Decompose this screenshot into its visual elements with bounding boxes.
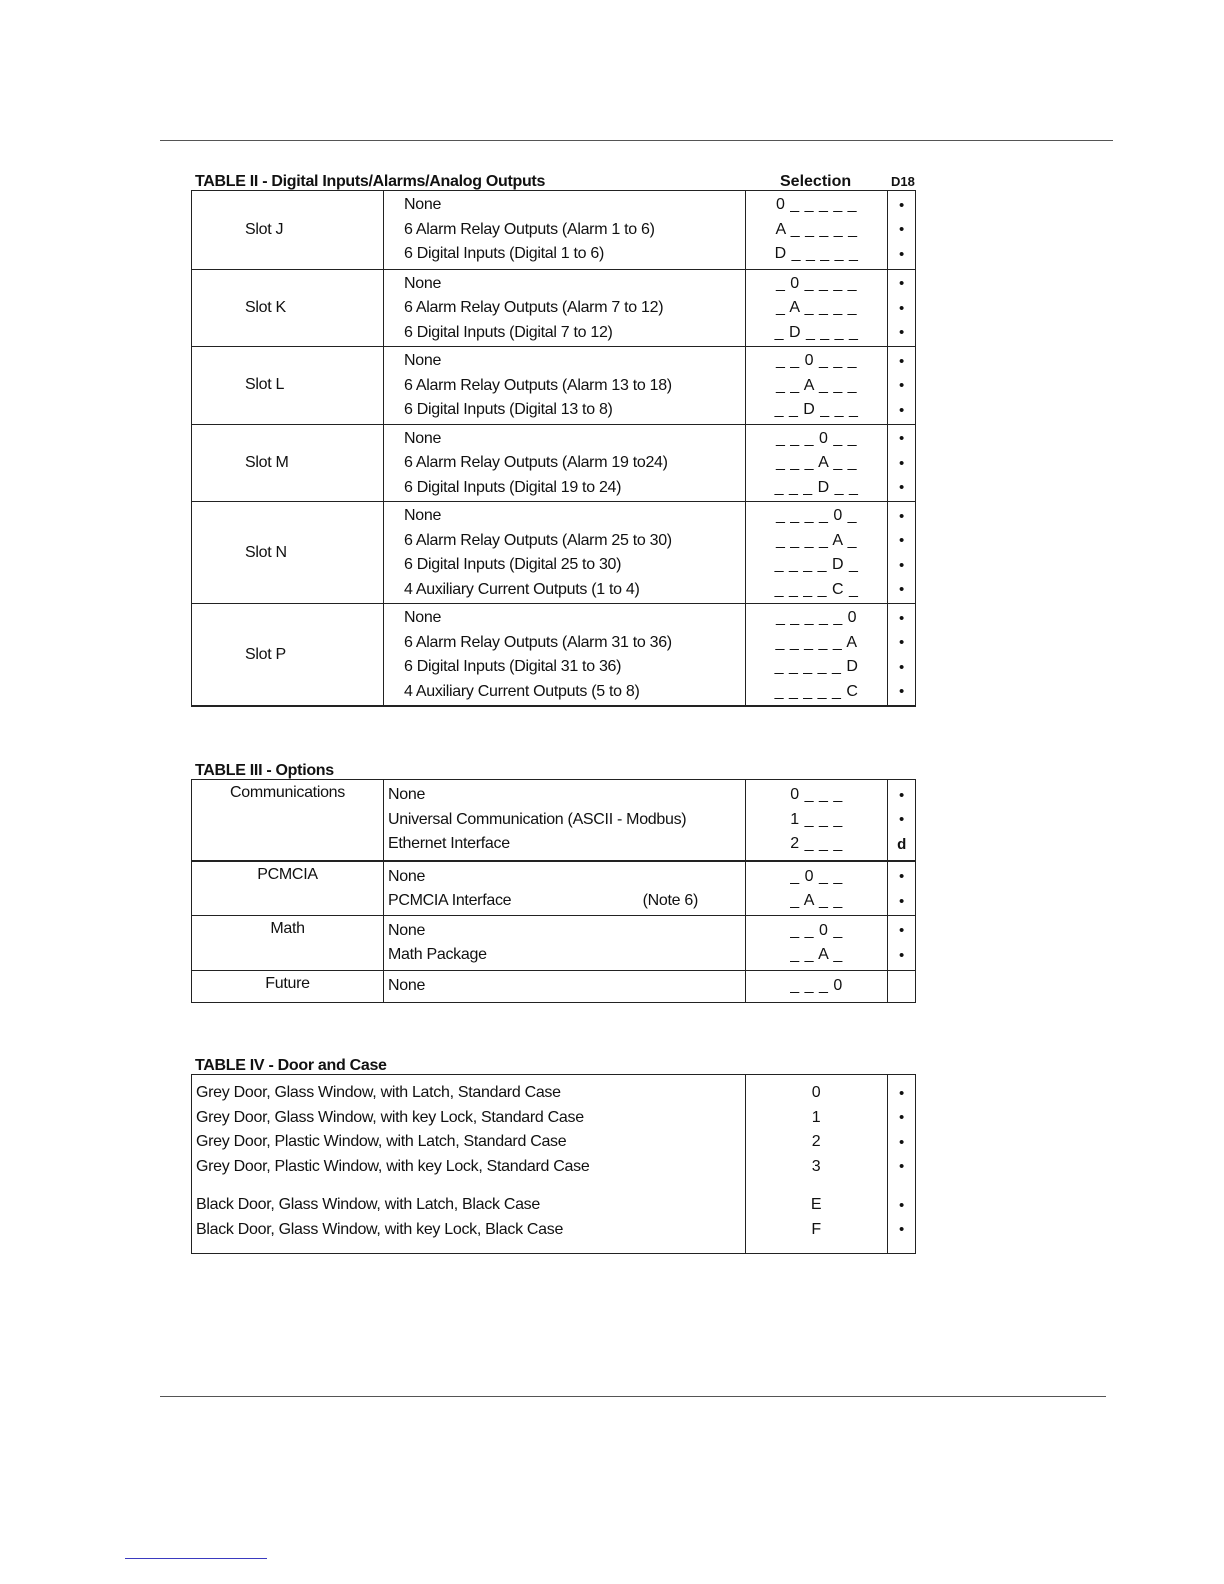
option-description: 6 Alarm Relay Outputs (Alarm 1 to 6)	[404, 220, 655, 238]
selection-code: _ A _ _ _ _	[775, 299, 858, 317]
availability-mark: •	[899, 892, 904, 910]
option-group-name: PCMCIA	[257, 865, 318, 883]
option-description: None	[404, 352, 442, 370]
selection-cell	[746, 425, 888, 502]
availability-cell	[888, 191, 915, 269]
slot-label: Slot M	[245, 453, 289, 471]
selection-cell	[746, 502, 888, 603]
description-cell	[384, 347, 746, 424]
slot-label: Slot J	[245, 220, 284, 238]
description-cell	[384, 191, 746, 269]
slot-group	[192, 269, 915, 347]
availability-cell	[888, 780, 915, 860]
option-description: 6 Digital Inputs (Digital 19 to 24)	[404, 478, 622, 496]
description-cell	[384, 971, 746, 1002]
option-group-name-cell	[192, 916, 384, 970]
selection-code: 0 _ _ _ _ _	[775, 196, 858, 214]
description-cell	[384, 270, 746, 347]
selection-code: 0 _ _ _	[790, 786, 843, 804]
availability-mark: •	[899, 1133, 904, 1151]
availability-mark: •	[899, 245, 904, 263]
option-description: None	[388, 976, 426, 994]
selection-code: _ _ _ _ _ C	[774, 682, 859, 700]
selection-code: _ _ _ 0	[790, 976, 843, 994]
slot-cell	[192, 347, 384, 424]
selection-code: D _ _ _ _ _	[774, 245, 859, 263]
availability-mark: •	[899, 658, 904, 676]
option-description: 6 Alarm Relay Outputs (Alarm 13 to 18)	[404, 376, 672, 394]
slot-label: Slot N	[245, 543, 287, 561]
option-description: 6 Digital Inputs (Digital 1 to 6)	[404, 245, 604, 263]
selection-cell	[746, 270, 888, 347]
availability-mark: •	[899, 507, 904, 525]
availability-cell	[888, 862, 915, 915]
option-description: 6 Digital Inputs (Digital 25 to 30)	[404, 556, 622, 574]
availability-mark: •	[899, 430, 904, 448]
availability-mark: •	[899, 532, 904, 550]
availability-mark: •	[899, 1221, 904, 1239]
option-description: 6 Alarm Relay Outputs (Alarm 19 to24)	[404, 454, 668, 472]
header-rule	[160, 140, 1113, 141]
selection-code: _ _ _ _ 0 _	[775, 507, 858, 525]
selection-code: _ _ _ _ D _	[774, 556, 859, 574]
availability-mark	[888, 974, 915, 999]
door-case-body	[192, 1075, 915, 1253]
table2-title: TABLE II - Digital Inputs/Alarms/Analog Outputs	[195, 173, 546, 190]
availability-mark: •	[899, 324, 904, 342]
selection-cell	[746, 191, 888, 269]
selection-code: _ _ _ D _ _	[774, 478, 859, 496]
availability-cell	[888, 1075, 915, 1253]
option-description: None	[404, 429, 442, 447]
availability-mark: •	[899, 221, 904, 239]
selection-code: _ _ _ _ A _	[775, 531, 858, 549]
option-description: Universal Communication (ASCII - Modbus)	[388, 810, 687, 828]
option-group-name-cell	[192, 862, 384, 915]
availability-mark: •	[899, 479, 904, 497]
option-description: None	[388, 867, 426, 885]
option-group-name: Future	[265, 974, 310, 992]
selection-cell	[746, 1075, 888, 1253]
option-description-text: PCMCIA Interface	[388, 892, 512, 910]
selection-code: 1	[811, 1108, 822, 1126]
table3-title: TABLE III - Options	[195, 762, 334, 779]
option-description: 6 Alarm Relay Outputs (Alarm 31 to 36)	[404, 633, 672, 651]
slot-cell	[192, 191, 384, 269]
option-group	[192, 915, 915, 970]
availability-mark: •	[899, 946, 904, 964]
selection-code: 2 _ _ _	[790, 835, 843, 853]
slot-group	[192, 346, 915, 424]
availability-cell	[888, 971, 915, 1002]
availability-mark: •	[899, 1196, 904, 1214]
option-description: None	[388, 921, 426, 939]
availability-cell	[888, 425, 915, 502]
table2-grid	[191, 190, 916, 707]
selection-code: _ _ 0 _	[790, 921, 843, 939]
selection-code: 3	[811, 1157, 822, 1175]
availability-mark: •	[899, 454, 904, 472]
option-description: None	[404, 507, 442, 525]
availability-cell	[888, 502, 915, 603]
block-gap	[746, 1179, 887, 1193]
availability-mark: •	[899, 352, 904, 370]
availability-mark: •	[899, 609, 904, 627]
option-description: None	[404, 609, 442, 627]
selection-code: _ _ _ _ C _	[774, 580, 859, 598]
availability-mark: •	[899, 1109, 904, 1127]
selection-code: _ _ _ A _ _	[775, 454, 858, 472]
door-case-description: Grey Door, Glass Window, with key Lock, Standard Case	[196, 1108, 584, 1126]
slot-group	[192, 603, 915, 705]
door-case-description: Black Door, Glass Window, with Latch, Black Case	[196, 1196, 540, 1214]
availability-mark: •	[899, 786, 904, 804]
availability-cell	[888, 916, 915, 970]
option-group	[192, 970, 915, 1002]
selection-code: A _ _ _ _ _	[775, 220, 858, 238]
availability-mark: •	[899, 556, 904, 574]
description-cell	[384, 425, 746, 502]
availability-mark: •	[899, 1158, 904, 1176]
selection-code: _ D _ _ _ _	[774, 323, 859, 341]
slot-cell	[192, 604, 384, 705]
selection-code: _ _ 0 _ _ _	[775, 352, 858, 370]
slot-cell	[192, 502, 384, 603]
option-group	[192, 780, 915, 860]
selection-cell	[746, 604, 888, 705]
selection-code: _ _ _ _ _ D	[774, 658, 859, 676]
option-group-name-cell	[192, 780, 384, 860]
selection-cell	[746, 347, 888, 424]
slot-cell	[192, 270, 384, 347]
description-cell	[192, 1075, 746, 1253]
availability-cell	[888, 347, 915, 424]
slot-group	[192, 424, 915, 502]
footer-rule	[160, 1396, 1106, 1397]
availability-mark: •	[899, 401, 904, 419]
availability-mark: •	[899, 581, 904, 599]
availability-cell	[888, 604, 915, 705]
option-description: 4 Auxiliary Current Outputs (5 to 8)	[404, 682, 640, 700]
selection-code: _ 0 _ _ _ _	[775, 274, 858, 292]
door-case-description: Grey Door, Plastic Window, with Latch, Standard Case	[196, 1133, 567, 1151]
description-cell	[384, 604, 746, 705]
selection-code: 2	[811, 1133, 822, 1151]
option-note: (Note 6)	[642, 892, 698, 910]
availability-mark: •	[899, 683, 904, 701]
availability-mark: •	[899, 868, 904, 886]
slot-cell	[192, 425, 384, 502]
availability-mark: •	[899, 299, 904, 317]
option-description-wrap	[388, 892, 698, 910]
option-description: 6 Digital Inputs (Digital 13 to 8)	[404, 401, 613, 419]
availability-mark: •	[899, 1084, 904, 1102]
option-description: 6 Digital Inputs (Digital 31 to 36)	[404, 658, 622, 676]
option-description	[388, 889, 745, 914]
selection-code: _ 0 _ _	[790, 867, 843, 885]
option-group-name-cell	[192, 971, 384, 1002]
option-description: None	[388, 786, 426, 804]
slot-group	[192, 501, 915, 603]
selection-cell	[746, 780, 888, 860]
selection-code: _ _ _ _ _ 0	[775, 609, 858, 627]
selection-code: 0	[811, 1084, 822, 1102]
option-description: Math Package	[388, 946, 487, 964]
slot-label: Slot P	[245, 645, 286, 663]
option-group	[192, 860, 915, 915]
block-gap	[888, 1179, 915, 1193]
table2-code-header: D18	[891, 174, 915, 189]
selection-code: _ _ _ _ _ A	[775, 633, 858, 651]
table4-title: TABLE IV - Door and Case	[195, 1057, 387, 1074]
availability-mark: •	[899, 634, 904, 652]
selection-cell	[746, 971, 888, 1002]
slot-label: Slot K	[245, 298, 286, 316]
selection-cell	[746, 862, 888, 915]
table4-grid	[191, 1074, 916, 1254]
selection-code: 1 _ _ _	[790, 810, 843, 828]
block-gap	[196, 1179, 745, 1193]
door-case-description: Black Door, Glass Window, with key Lock, Black Case	[196, 1220, 564, 1238]
selection-code: F	[811, 1220, 822, 1238]
selection-code: _ _ A _	[790, 946, 843, 964]
slot-label: Slot L	[245, 376, 285, 394]
door-case-description: Grey Door, Glass Window, with Latch, Standard Case	[196, 1084, 561, 1102]
selection-code: E	[810, 1196, 823, 1214]
availability-cell	[888, 270, 915, 347]
option-description: 6 Alarm Relay Outputs (Alarm 25 to 30)	[404, 531, 672, 549]
selection-cell	[746, 916, 888, 970]
selection-code: _ _ D _ _ _	[774, 401, 859, 419]
availability-mark: •	[899, 196, 904, 214]
description-cell	[384, 780, 746, 860]
selection-code: _ _ A _ _ _	[775, 376, 858, 394]
availability-mark: •	[899, 275, 904, 293]
description-cell	[384, 916, 746, 970]
option-description: None	[404, 196, 442, 214]
selection-code: _ A _ _	[790, 892, 843, 910]
selection-code: _ _ _ 0 _ _	[775, 429, 858, 447]
option-group-name: Math	[270, 919, 305, 937]
footnote-rule	[125, 1558, 267, 1559]
option-group-name: Communications	[230, 784, 345, 801]
availability-mark: d	[897, 835, 906, 853]
table3-grid	[191, 779, 916, 1003]
option-description: 4 Auxiliary Current Outputs (1 to 4)	[404, 580, 640, 598]
door-case-description: Grey Door, Plastic Window, with key Lock, Standard Case	[196, 1157, 590, 1175]
description-cell	[384, 862, 746, 915]
table2-selection-header: Selection	[780, 173, 852, 190]
description-cell	[384, 502, 746, 603]
availability-mark: •	[899, 377, 904, 395]
availability-mark: •	[899, 922, 904, 940]
slot-group	[192, 191, 915, 269]
option-description: None	[404, 274, 442, 292]
availability-mark: •	[899, 811, 904, 829]
option-description: Ethernet Interface	[388, 835, 510, 853]
option-description: 6 Digital Inputs (Digital 7 to 12)	[404, 323, 613, 341]
option-description: 6 Alarm Relay Outputs (Alarm 7 to 12)	[404, 299, 664, 317]
